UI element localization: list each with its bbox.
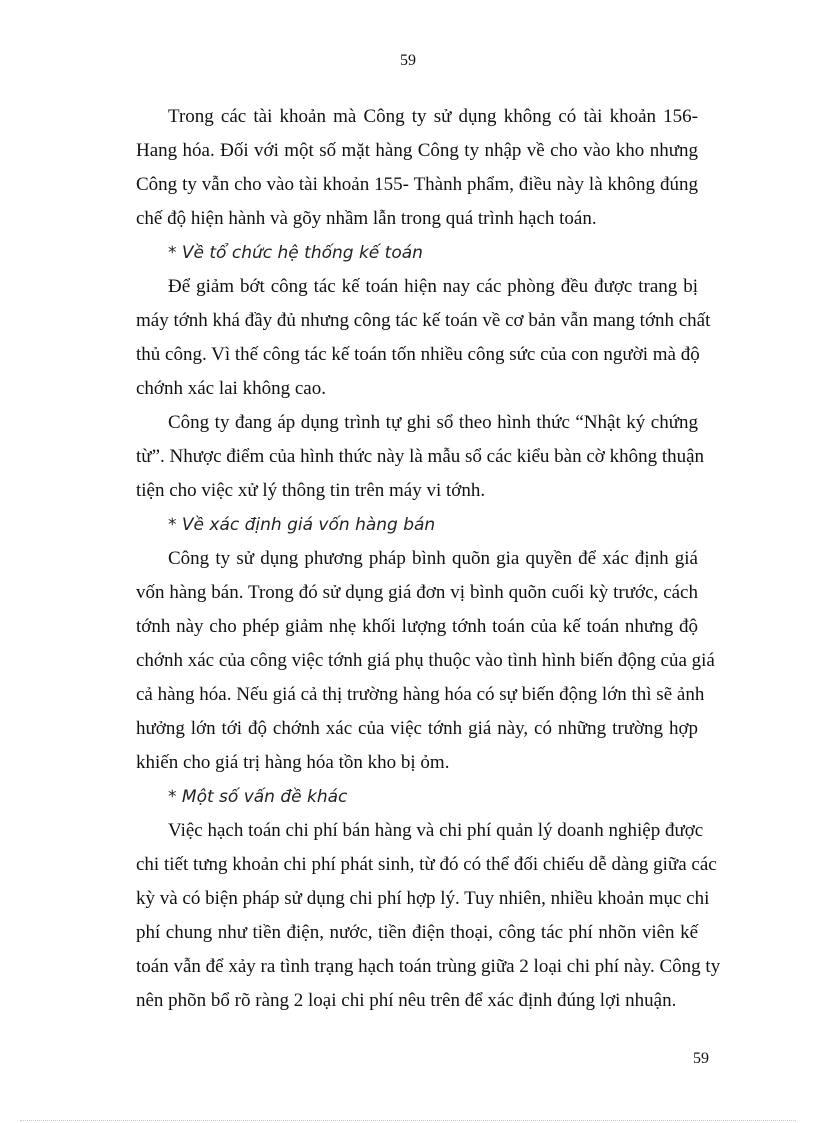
paragraph-line: cả hàng hóa. Nếu giá cả thị trường hàng hóa có sự biến động lớn thì sẽ ảnh: [136, 684, 705, 705]
paragraph-line: Hang hóa. Đối với một số mặt hàng Công ty nhập về cho vào kho nhưng: [136, 140, 698, 161]
paragraph-line: toán vẫn để xảy ra tình trạng hạch toán trùng giữa 2 loại chi phí này. Công ty: [136, 956, 721, 977]
paragraph-line: chớnh xác lai không cao.: [136, 378, 326, 399]
paragraph-line: từ”. Nhược điểm của hình thức này là mẫu sổ các kiểu bàn cờ không thuận: [136, 446, 705, 467]
paragraph-line: chế độ hiện hành và gõy nhầm lẫn trong quá trình hạch toán.: [136, 208, 597, 229]
paragraph-line: phí chung như tiền điện, nước, tiền điện thoại, công tác phí nhõn viên kế: [136, 922, 698, 943]
section-heading: * Về xác định giá vốn hàng bán: [168, 515, 436, 535]
body-paragraph: [136, 406, 705, 508]
page-number-top: 59: [400, 52, 416, 69]
paragraph-line: hưởng lớn tới độ chớnh xác của việc tớnh giá này, có những trường hợp: [136, 718, 698, 739]
body-paragraph: [136, 270, 711, 406]
body-paragraph: [136, 814, 721, 1018]
section-heading: * Về tổ chức hệ thống kế toán: [168, 243, 423, 263]
body-paragraph: [136, 100, 698, 236]
paragraph-line: khiến cho giá trị hàng hóa tồn kho bị ỏm.: [136, 752, 450, 773]
paragraph-line: Công ty vẫn cho vào tài khoản 155- Thành phẩm, điều này là không đúng: [136, 174, 698, 195]
page-number-bottom: 59: [693, 1050, 709, 1067]
paragraph-line: máy tớnh khá đầy đủ nhưng công tác kế toán về cơ bản vẫn mang tớnh chất: [136, 310, 711, 331]
paragraph-line: Công ty sử dụng phương pháp bình quõn gia quyền để xác định giá: [168, 548, 698, 569]
paragraph-line: chớnh xác của công việc tớnh giá phụ thuộc vào tình hình biến động của giá: [136, 650, 715, 671]
paragraph-line: nên phõn bổ rõ ràng 2 loại chi phí nêu trên để xác định đúng lợi nhuận.: [136, 990, 677, 1011]
bottom-divider: [20, 1120, 796, 1121]
paragraph-line: Trong các tài khoản mà Công ty sử dụng không có tài khoản 156-: [168, 106, 698, 127]
paragraph-line: chi tiết tưng khoản chi phí phát sinh, từ đó có thể đối chiếu dễ dàng giữa các: [136, 854, 717, 875]
paragraph-line: vốn hàng bán. Trong đó sử dụng giá đơn vị bình quõn cuối kỳ trước, cách: [136, 582, 698, 603]
document-body: [136, 100, 721, 1018]
paragraph-line: tiện cho việc xử lý thông tin trên máy vi tớnh.: [136, 480, 486, 501]
paragraph-line: kỳ và có biện pháp sử dụng chi phí hợp lý. Tuy nhiên, nhiều khoản mục chi: [136, 888, 710, 909]
paragraph-line: Để giảm bớt công tác kế toán hiện nay các phòng đều được trang bị: [168, 276, 698, 297]
paragraph-line: thủ công. Vì thế công tác kế toán tốn nhiều công sức của con người mà độ: [136, 344, 700, 365]
paragraph-line: Việc hạch toán chi phí bán hàng và chi phí quản lý doanh nghiệp được: [168, 820, 704, 841]
body-paragraph: [136, 542, 715, 780]
paragraph-line: Công ty đang áp dụng trình tự ghi sổ theo hình thức “Nhật ký chứng: [168, 412, 698, 433]
section-heading: * Một số vấn đề khác: [168, 787, 348, 807]
paragraph-line: tớnh này cho phép giảm nhẹ khối lượng tớnh toán của kế toán nhưng độ: [136, 616, 698, 637]
